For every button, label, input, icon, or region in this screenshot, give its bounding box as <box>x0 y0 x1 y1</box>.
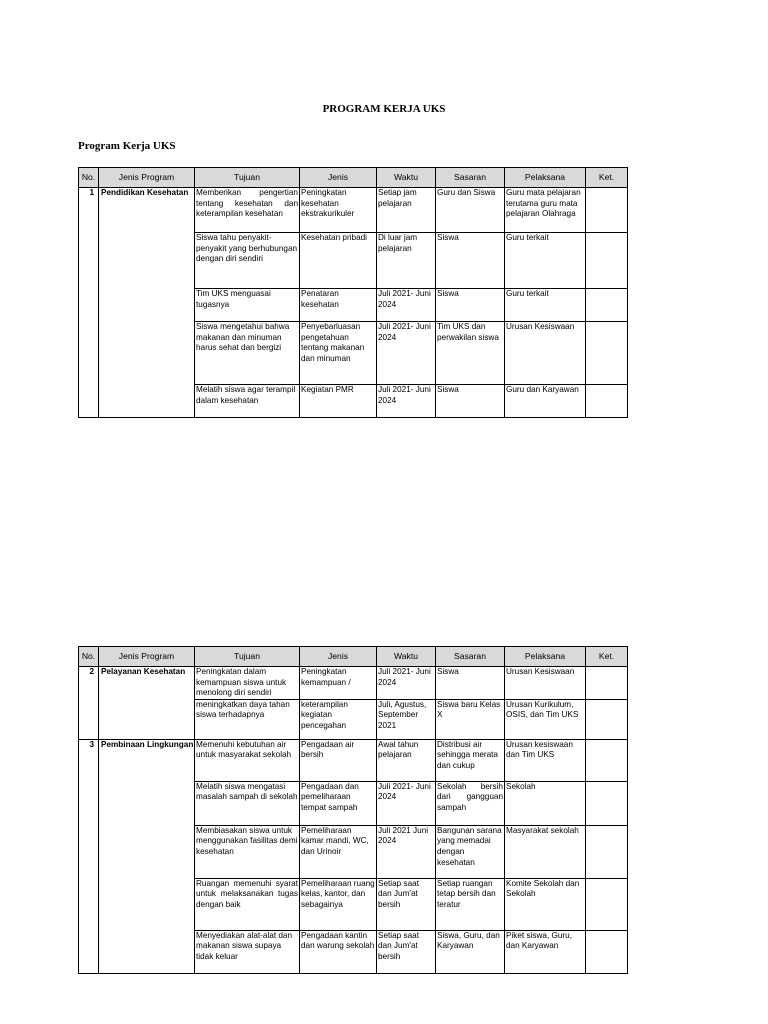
pelaksana-cell: Guru terkait <box>505 233 586 289</box>
table-row <box>79 385 628 418</box>
ket-cell <box>586 289 628 322</box>
waktu-cell: Setiap saat dan Jum'at bersih <box>377 930 436 973</box>
waktu-cell: Juli 2021- Juni 2024 <box>377 385 436 418</box>
jenis-cell: Penyebarluasan pengetahuan tentang makanan dan minuman <box>300 322 377 385</box>
sasaran-cell: Siswa baru Kelas X <box>436 699 505 739</box>
tujuan-cell: Siswa mengetahui bahwa makanan dan minuman harus sehat dan bergizi <box>195 322 300 385</box>
row-number <box>79 825 99 878</box>
pelaksana-cell: Guru terkait <box>505 289 586 322</box>
ket-cell <box>586 385 628 418</box>
jenis-program-cell: Pelayanan Kesehatan <box>99 667 195 700</box>
row-number <box>79 322 99 385</box>
jenis-program-cell <box>99 289 195 322</box>
header-tujuan: Tujuan <box>195 168 300 188</box>
sasaran-cell: Bangunan sarana yang memadai dengan kesehatan <box>436 825 505 878</box>
waktu-cell: Juli 2021- Juni 2024 <box>377 322 436 385</box>
header-no: No. <box>79 168 99 188</box>
ket-cell <box>586 825 628 878</box>
header-waktu: Waktu <box>377 168 436 188</box>
header-no: No. <box>79 647 99 667</box>
jenis-cell: Pemeliharaan kamar mandi, WC, dan Urinoir <box>300 825 377 878</box>
tujuan-cell: Memenuhi kebutuhan air untuk masyarakat sekolah <box>195 739 300 781</box>
row-number <box>79 289 99 322</box>
header-jenis: Jenis <box>300 647 377 667</box>
header-waktu: Waktu <box>377 647 436 667</box>
pelaksana-cell: Urusan kesiswaan dan Tim UKS <box>505 739 586 781</box>
table-row <box>79 289 628 322</box>
jenis-program-cell: Pendidikan Kesehatan <box>99 188 195 233</box>
table-row <box>79 781 628 825</box>
jenis-program-cell <box>99 930 195 973</box>
jenis-program-cell <box>99 233 195 289</box>
jenis-program-cell <box>99 322 195 385</box>
jenis-cell: Penataran kesehatan <box>300 289 377 322</box>
row-number <box>79 385 99 418</box>
jenis-program-cell: Pembinaan Lingkungan <box>99 739 195 781</box>
header-sasaran: Sasaran <box>436 168 505 188</box>
row-number <box>79 878 99 930</box>
row-number <box>79 781 99 825</box>
program-table-2 <box>78 646 628 974</box>
header-jenis-program: Jenis Program <box>99 647 195 667</box>
table-row <box>79 699 628 739</box>
jenis-program-cell <box>99 699 195 739</box>
waktu-cell: Setiap jam pelajaran <box>377 188 436 233</box>
sasaran-cell: Siswa <box>436 289 505 322</box>
header-jenis: Jenis <box>300 168 377 188</box>
tujuan-cell: Melatih siswa agar terampil dalam kesehatan <box>195 385 300 418</box>
table-row <box>79 930 628 973</box>
table-row <box>79 878 628 930</box>
ket-cell <box>586 699 628 739</box>
jenis-cell: Pengadaan air bersih <box>300 739 377 781</box>
sasaran-cell: Siswa <box>436 385 505 418</box>
waktu-cell: Juli 2021- Juni 2024 <box>377 781 436 825</box>
table-row <box>79 739 628 781</box>
tujuan-cell: Membiasakan siswa untuk menggunakan fasilitas demi kesehatan <box>195 825 300 878</box>
table-header-row <box>79 168 628 188</box>
pelaksana-cell: Urusan Kurikulum, OSIS, dan Tim UKS <box>505 699 586 739</box>
ket-cell <box>586 233 628 289</box>
row-number <box>79 930 99 973</box>
jenis-cell: Kesehatan pribadi <box>300 233 377 289</box>
jenis-cell: Pengadaan kantin dan warung sekolah <box>300 930 377 973</box>
pelaksana-cell: Masyarakat sekolah <box>505 825 586 878</box>
waktu-cell: Juli 2021- Juni 2024 <box>377 667 436 700</box>
tujuan-cell: Ruangan memenuhi syarat untuk melaksanakan tugas dengan baik <box>195 878 300 930</box>
ket-cell <box>586 930 628 973</box>
row-number <box>79 699 99 739</box>
row-number <box>79 233 99 289</box>
section-title: Program Kerja UKS <box>78 140 176 152</box>
pelaksana-cell: Piket siswa, Guru, dan Karyawan <box>505 930 586 973</box>
table-header-row <box>79 647 628 667</box>
table-row <box>79 322 628 385</box>
ket-cell <box>586 781 628 825</box>
pelaksana-cell: Komite Sekolah dan Sekolah <box>505 878 586 930</box>
jenis-cell: keterampilan kegiatan pencegahan <box>300 699 377 739</box>
sasaran-cell: Distribusi air sehingga merata dan cukup <box>436 739 505 781</box>
jenis-program-cell <box>99 781 195 825</box>
ket-cell <box>586 739 628 781</box>
header-pelaksana: Pelaksana <box>505 647 586 667</box>
jenis-cell: Pengadaan dan pemeliharaan tempat sampah <box>300 781 377 825</box>
tujuan-cell: meningkatkan daya tahan siswa terhadapnya <box>195 699 300 739</box>
sasaran-cell: Sekolah bersih dari gangguan sampah <box>436 781 505 825</box>
sasaran-cell: Siswa <box>436 233 505 289</box>
page-title: PROGRAM KERJA UKS <box>322 103 446 115</box>
pelaksana-cell: Urusan Kesiswaan <box>505 322 586 385</box>
header-pelaksana: Pelaksana <box>505 168 586 188</box>
waktu-cell: Di luar jam pelajaran <box>377 233 436 289</box>
sasaran-cell: Siswa <box>436 667 505 700</box>
pelaksana-cell: Sekolah <box>505 781 586 825</box>
header-ket: Ket. <box>586 168 628 188</box>
tujuan-cell: Memberikan pengertian tentang kesehatan dan keterampilan kesehatan <box>195 188 300 233</box>
tujuan-cell: Peningkatan dalam kemampuan siswa untuk menolong diri sendiri <box>195 667 300 700</box>
waktu-cell: Awal tahun pelajaran <box>377 739 436 781</box>
header-ket: Ket. <box>586 647 628 667</box>
ket-cell <box>586 667 628 700</box>
jenis-cell: Pemeliharaan ruang kelas, kantor, dan sebagainya <box>300 878 377 930</box>
table-row <box>79 667 628 700</box>
waktu-cell: Juli, Agustus, September 2021 <box>377 699 436 739</box>
tujuan-cell: Melatih siswa mengatasi masalah sampah di sekolah <box>195 781 300 825</box>
jenis-cell: Peningkatan kemampuan / <box>300 667 377 700</box>
pelaksana-cell: Urusan Kesiswaan <box>505 667 586 700</box>
header-sasaran: Sasaran <box>436 647 505 667</box>
table-row <box>79 188 628 233</box>
row-number: 2 <box>79 667 99 700</box>
tujuan-cell: Siswa tahu penyakit-penyakit yang berhubungan dengan diri sendiri <box>195 233 300 289</box>
ket-cell <box>586 878 628 930</box>
tujuan-cell: Menyediakan alat-alat dan makanan siswa supaya tidak keluar <box>195 930 300 973</box>
ket-cell <box>586 322 628 385</box>
waktu-cell: Setiap saat dan Jum'at bersih <box>377 878 436 930</box>
row-number: 3 <box>79 739 99 781</box>
jenis-program-cell <box>99 385 195 418</box>
waktu-cell: Juli 2021 Juni 2024 <box>377 825 436 878</box>
jenis-program-cell <box>99 878 195 930</box>
pelaksana-cell: Guru dan Karyawan <box>505 385 586 418</box>
jenis-cell: Peningkatan kesehatan ekstrakurikuler <box>300 188 377 233</box>
pelaksana-cell: Guru mata pelajaran terutama guru mata pelajaran Olahraga <box>505 188 586 233</box>
program-table-1 <box>78 167 628 418</box>
sasaran-cell: Setiap ruangan tetap bersih dan teratur <box>436 878 505 930</box>
sasaran-cell: Guru dan Siswa <box>436 188 505 233</box>
table-row <box>79 233 628 289</box>
ket-cell <box>586 188 628 233</box>
jenis-program-cell <box>99 825 195 878</box>
waktu-cell: Juli 2021- Juni 2024 <box>377 289 436 322</box>
jenis-cell: Kegiatan PMR <box>300 385 377 418</box>
header-tujuan: Tujuan <box>195 647 300 667</box>
header-jenis-program: Jenis Program <box>99 168 195 188</box>
sasaran-cell: Siswa, Guru, dan Karyawan <box>436 930 505 973</box>
table-row <box>79 825 628 878</box>
tujuan-cell: Tim UKS menguasai tugasnya <box>195 289 300 322</box>
sasaran-cell: Tim UKS dan perwakilan siswa <box>436 322 505 385</box>
row-number: 1 <box>79 188 99 233</box>
